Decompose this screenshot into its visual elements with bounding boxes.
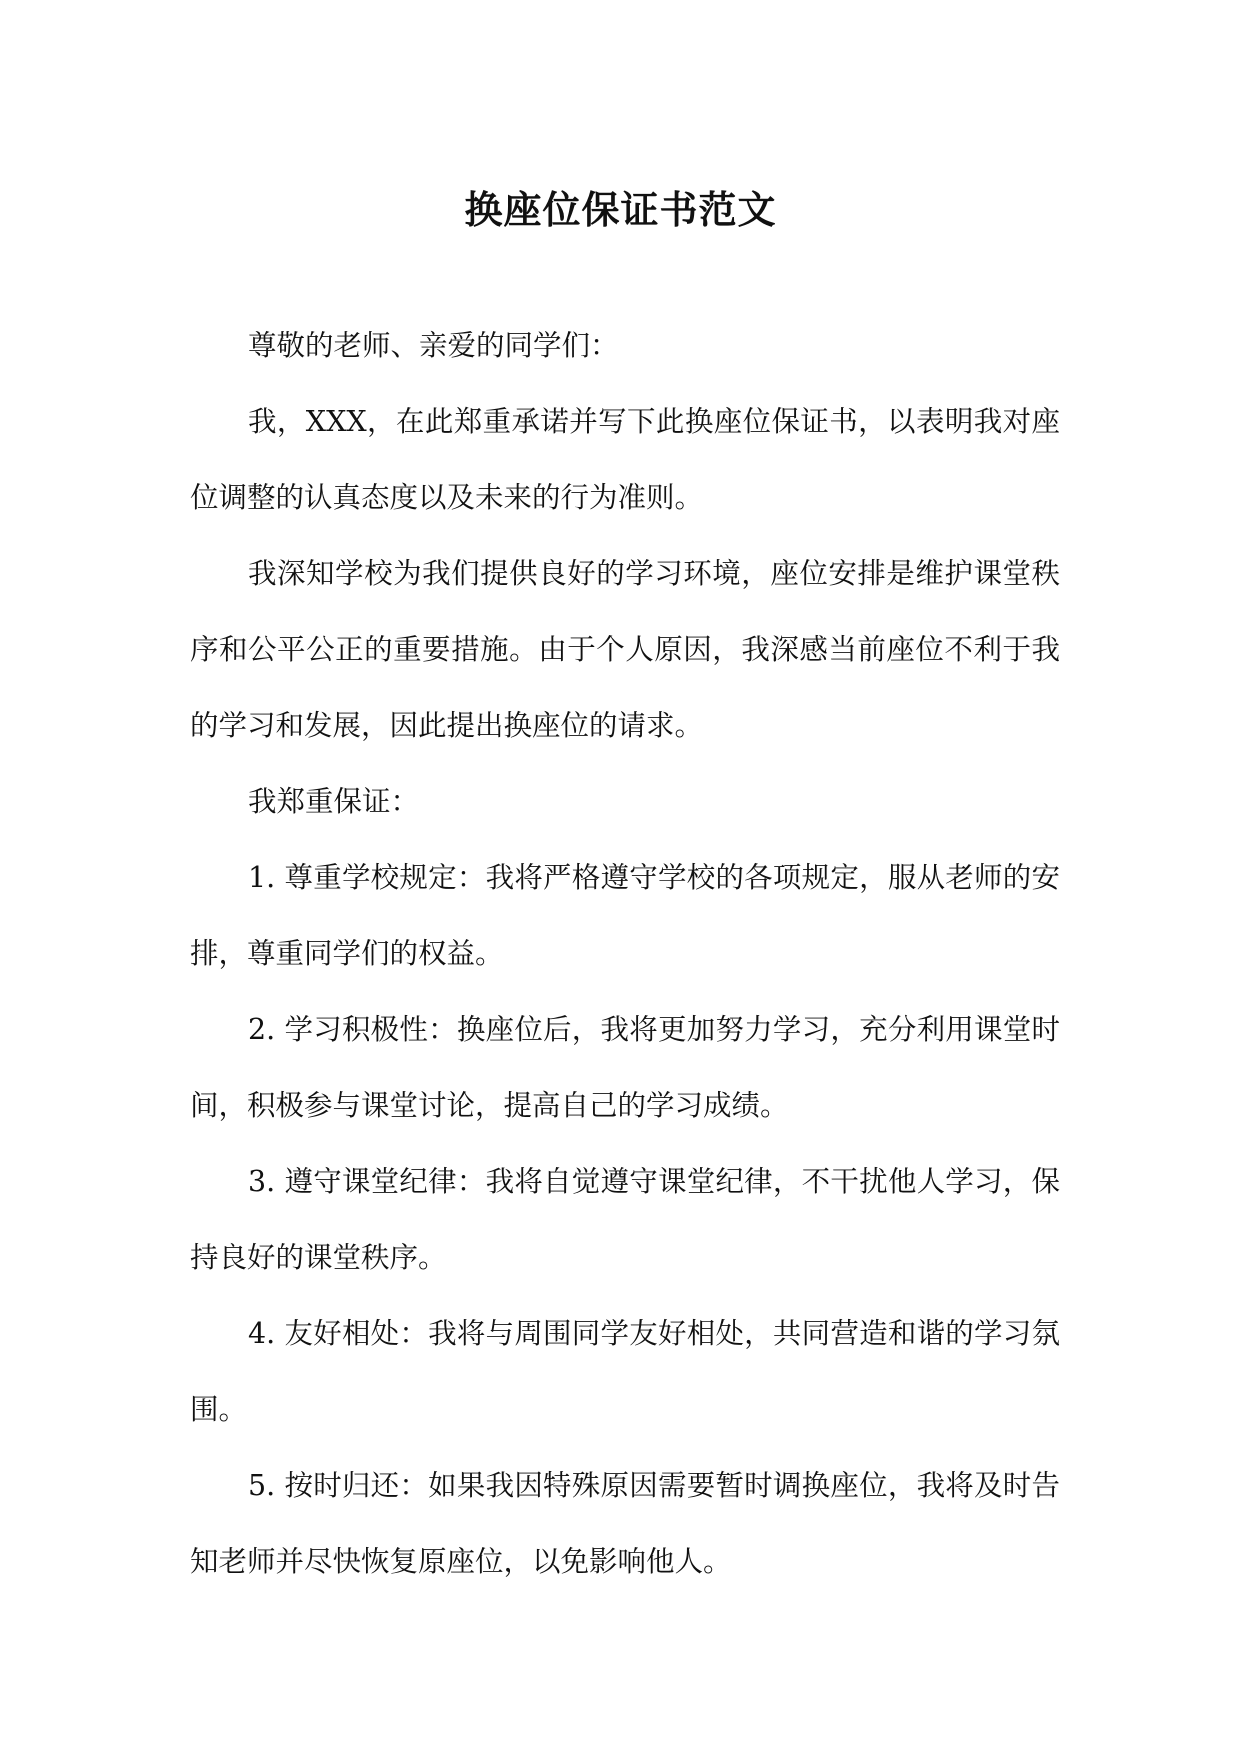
pledge-item-1: 1. 尊重学校规定：我将严格遵守学校的各项规定，服从老师的安排，尊重同学们的权益。 xyxy=(190,861,1060,970)
pledge-item-5: 5. 按时归还：如果我因特殊原因需要暂时调换座位，我将及时告知老师并尽快恢复原座位，以免影响他人。 xyxy=(190,1469,1060,1578)
paragraph-intro: 我，XXX，在此郑重承诺并写下此换座位保证书，以表明我对座位调整的认真态度以及未来的行为准则。 xyxy=(190,405,1060,514)
document-body xyxy=(190,308,1060,1600)
pledge-item-4: 4. 友好相处：我将与周围同学友好相处，共同营造和谐的学习氛围。 xyxy=(190,1317,1060,1426)
document-title: 换座位保证书范文 xyxy=(464,187,777,232)
pledge-item-2: 2. 学习积极性：换座位后，我将更加努力学习，充分利用课堂时间，积极参与课堂讨论，提高自己的学习成绩。 xyxy=(190,1013,1060,1122)
paragraph-reason: 我深知学校为我们提供良好的学习环境，座位安排是维护课堂秩序和公平公正的重要措施。由于个人原因，我深感当前座位不利于我的学习和发展，因此提出换座位的请求。 xyxy=(190,557,1060,742)
paragraph-pledge-heading: 我郑重保证： xyxy=(248,785,420,818)
pledge-item-3: 3. 遵守课堂纪律：我将自觉遵守课堂纪律，不干扰他人学习，保持良好的课堂秩序。 xyxy=(190,1165,1060,1274)
salutation: 尊敬的老师、亲爱的同学们： xyxy=(248,329,619,362)
